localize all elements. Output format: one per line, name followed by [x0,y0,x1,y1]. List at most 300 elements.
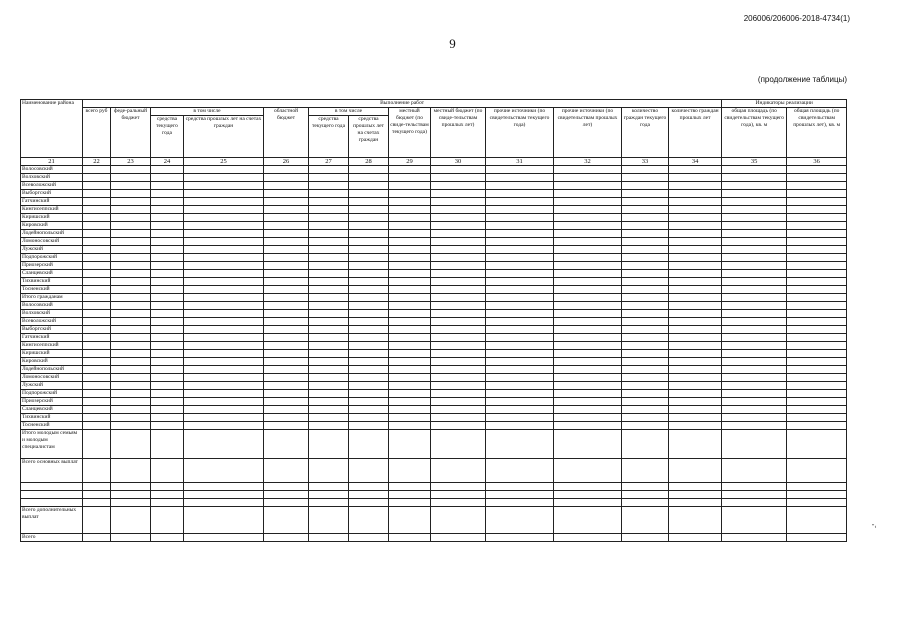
table-cell [184,262,264,270]
district-name: Подпорожский [21,390,83,398]
district-name: Выборгский [21,190,83,198]
table-cell [389,278,431,286]
table-cell [83,246,111,254]
table-cell [554,483,622,491]
table-cell [787,507,847,534]
table-cell [349,190,389,198]
table-row [21,422,847,430]
table-cell [389,190,431,198]
table-cell [554,262,622,270]
district-name: Тосненский [21,286,83,294]
table-cell [431,534,486,542]
table-cell [431,206,486,214]
table-cell [151,310,184,318]
table-cell [389,350,431,358]
table-cell [389,310,431,318]
table-cell [622,414,669,422]
table-cell [622,262,669,270]
table-cell [431,238,486,246]
table-cell [431,182,486,190]
table-cell [151,366,184,374]
margin-mark: "‹ [872,524,877,530]
table-cell [309,366,349,374]
table-cell [669,414,722,422]
table-cell [111,198,151,206]
table-cell [389,174,431,182]
district-name: Кингисеппский [21,342,83,350]
table-cell [554,491,622,499]
table-cell [669,430,722,459]
table-cell [486,318,554,326]
table-cell [151,406,184,414]
table-cell [722,214,787,222]
table-cell [264,198,309,206]
table-cell [431,230,486,238]
table-cell [389,398,431,406]
district-name: Гатчинский [21,334,83,342]
table-cell [151,214,184,222]
table-cell [486,278,554,286]
table-cell [349,294,389,302]
table-cell [309,534,349,542]
column-number: 32 [554,158,622,166]
table-cell [389,342,431,350]
table-cell [486,182,554,190]
table-cell [349,334,389,342]
table-cell [184,270,264,278]
district-name: Волосовский [21,166,83,174]
table-cell [622,534,669,542]
table-cell [787,206,847,214]
table-cell [787,334,847,342]
table-cell [83,422,111,430]
table-cell [309,294,349,302]
table-cell [669,350,722,358]
header-funds-past: средства прошлых лет на счетах граждан [184,116,264,158]
table-cell [349,430,389,459]
table-cell [431,246,486,254]
table-cell [83,366,111,374]
column-number: 24 [151,158,184,166]
table-row [21,414,847,422]
table-cell [309,382,349,390]
table-cell [787,422,847,430]
table-cell [787,491,847,499]
table-cell [111,246,151,254]
table-row [21,278,847,286]
table-cell [184,230,264,238]
table-cell [554,358,622,366]
table-cell [787,318,847,326]
table-cell [554,214,622,222]
table-cell [111,262,151,270]
table-cell [111,499,151,507]
table-cell [622,507,669,534]
table-cell [722,483,787,491]
table-cell [349,398,389,406]
column-number: 25 [184,158,264,166]
table-cell [722,430,787,459]
table-cell [431,294,486,302]
table-cell [669,507,722,534]
table-cell [722,230,787,238]
table-cell [486,222,554,230]
table-cell [622,222,669,230]
table-cell [787,278,847,286]
table-cell [111,334,151,342]
table-cell [111,310,151,318]
table-cell [486,214,554,222]
table-cell [486,483,554,491]
table-cell [787,254,847,262]
table-cell [309,286,349,294]
district-name: Итого гражданам [21,294,83,302]
table-cell [722,390,787,398]
table-cell [184,430,264,459]
table-cell [622,326,669,334]
table-cell [389,254,431,262]
table-cell [184,278,264,286]
table-cell [486,246,554,254]
table-cell [264,270,309,278]
table-cell [486,294,554,302]
table-cell [431,198,486,206]
table-cell [669,318,722,326]
table-cell [554,374,622,382]
table-cell [111,483,151,491]
table-cell [554,166,622,174]
table-cell [83,334,111,342]
table-cell [184,222,264,230]
table-cell [554,430,622,459]
table-cell [486,206,554,214]
table-cell [83,414,111,422]
district-name: Тихвинский [21,278,83,286]
table-cell [622,230,669,238]
table-cell [151,166,184,174]
column-number: 36 [787,158,847,166]
district-name: Кингисеппский [21,206,83,214]
table-cell [431,254,486,262]
table-cell [722,270,787,278]
table-cell [83,302,111,310]
table-cell [389,459,431,483]
table-cell [111,382,151,390]
table-row [21,190,847,198]
table-cell [151,390,184,398]
table-cell [389,270,431,278]
table-cell [486,430,554,459]
table-cell [184,374,264,382]
table-row [21,174,847,182]
table-cell [669,459,722,483]
table-cell [264,534,309,542]
table-cell [349,374,389,382]
district-name [21,491,83,499]
table-cell [83,374,111,382]
header-funds-past-2: средства прошлых лет на счетах граждан [349,116,389,158]
table-cell [151,382,184,390]
table-row [21,286,847,294]
table-cell [264,334,309,342]
table-cell [264,318,309,326]
table-cell [309,422,349,430]
header-area-past: общая площадь (по свидетельствам прошлых лет), кв. м [787,108,847,158]
table-cell [787,459,847,483]
table-cell [669,398,722,406]
table-cell [349,254,389,262]
table-cell [309,214,349,222]
table-cell [787,262,847,270]
table-cell [184,302,264,310]
table-row [21,182,847,190]
table-cell [83,507,111,534]
table-row [21,198,847,206]
table-cell [151,278,184,286]
table-cell [669,190,722,198]
table-row [21,238,847,246]
table-cell [349,459,389,483]
table-cell [669,491,722,499]
district-name [21,483,83,491]
table-row [21,230,847,238]
district-name: Волховский [21,174,83,182]
table-cell [151,286,184,294]
district-name: Гатчинский [21,198,83,206]
table-cell [622,182,669,190]
table-cell [787,198,847,206]
table-cell [389,358,431,366]
table-cell [486,198,554,206]
table-cell [389,246,431,254]
table-cell [389,422,431,430]
table-cell [622,254,669,262]
table-cell [431,390,486,398]
table-cell [83,382,111,390]
table-row [21,499,847,507]
table-cell [389,390,431,398]
table-cell [184,507,264,534]
table-cell [722,358,787,366]
table-row [21,350,847,358]
header-execution: Выполнение работ [83,100,722,108]
table-cell [309,414,349,422]
table-cell [309,398,349,406]
table-cell [722,310,787,318]
table-cell [83,214,111,222]
table-cell [486,334,554,342]
table-cell [554,198,622,206]
table-cell [486,499,554,507]
table-cell [622,430,669,459]
table-cell [309,254,349,262]
table-cell [151,318,184,326]
table-cell [669,334,722,342]
table-cell [309,390,349,398]
table-cell [83,534,111,542]
table-row [21,382,847,390]
table-cell [309,174,349,182]
table-cell [787,342,847,350]
table-cell [264,190,309,198]
table-cell [83,166,111,174]
table-cell [111,459,151,483]
table-cell [264,414,309,422]
table-cell [622,238,669,246]
column-number: 29 [389,158,431,166]
table-row [21,222,847,230]
table-cell [184,350,264,358]
header-federal: феде-ральный бюджет [111,108,151,158]
table-cell [264,246,309,254]
district-name: Приозерский [21,262,83,270]
table-cell [486,390,554,398]
table-cell [787,230,847,238]
table-cell [722,222,787,230]
table-cell [111,174,151,182]
table-cell [264,302,309,310]
table-cell [111,358,151,366]
table-cell [669,270,722,278]
table-cell [622,214,669,222]
table-cell [184,206,264,214]
table-cell [111,374,151,382]
district-name: Лужский [21,246,83,254]
table-cell [389,238,431,246]
table-cell [264,358,309,366]
district-name: Всеволожский [21,318,83,326]
table-cell [554,182,622,190]
table-cell [722,334,787,342]
table-cell [151,414,184,422]
table-cell [389,326,431,334]
table-cell [309,326,349,334]
table-cell [151,222,184,230]
table-cell [309,430,349,459]
header-count-current: количество граждан текущего года [622,108,669,158]
table-cell [111,326,151,334]
table-cell [184,198,264,206]
table-cell [389,294,431,302]
table-cell [349,414,389,422]
table-cell [349,366,389,374]
table-cell [184,390,264,398]
table-cell [111,166,151,174]
table-cell [349,286,389,294]
table-cell [309,246,349,254]
table-cell [111,206,151,214]
district-name: Сланцевский [21,270,83,278]
column-number-row [21,158,847,166]
district-name [21,499,83,507]
table-cell [349,230,389,238]
table-row [21,483,847,491]
table-cell [722,238,787,246]
table-cell [622,190,669,198]
table-cell [309,491,349,499]
table-cell [622,459,669,483]
table-cell [787,430,847,459]
header-local-current: местный бюджет (по свиде-тельствам текущего года) [389,108,431,158]
table-cell [486,238,554,246]
table-cell [389,491,431,499]
table-cell [111,270,151,278]
table-cell [83,342,111,350]
table-cell [787,174,847,182]
district-name: Ломоносовский [21,374,83,382]
table-cell [722,174,787,182]
table-cell [389,507,431,534]
district-name: Лодейнопольский [21,230,83,238]
table-cell [787,166,847,174]
table-cell [486,398,554,406]
table-cell [669,406,722,414]
table-cell [486,310,554,318]
table-cell [264,166,309,174]
table-row [21,318,847,326]
table-cell [669,278,722,286]
payments-table [20,99,847,542]
table-cell [722,342,787,350]
table-cell [264,222,309,230]
table-cell [722,302,787,310]
table-cell [622,483,669,491]
table-cell [669,302,722,310]
table-cell [83,390,111,398]
table-cell [431,190,486,198]
table-cell [83,262,111,270]
table-cell [486,262,554,270]
table-cell [722,507,787,534]
table-cell [151,358,184,366]
table-cell [486,507,554,534]
table-cell [722,286,787,294]
table-cell [486,422,554,430]
table-cell [787,294,847,302]
table-cell [349,491,389,499]
district-name: Всеволожский [21,182,83,190]
table-cell [622,342,669,350]
table-cell [184,238,264,246]
table-cell [554,398,622,406]
table-cell [431,366,486,374]
table-cell [486,406,554,414]
table-cell [83,398,111,406]
district-name: Киришский [21,350,83,358]
table-cell [184,326,264,334]
table-cell [622,174,669,182]
table-cell [486,459,554,483]
table-cell [264,406,309,414]
table-cell [787,390,847,398]
table-cell [151,270,184,278]
column-number: 26 [264,158,309,166]
table-cell [111,398,151,406]
district-name: Выборгский [21,326,83,334]
table-cell [111,238,151,246]
table-cell [184,214,264,222]
table-cell [111,294,151,302]
table-cell [111,491,151,499]
table-cell [669,382,722,390]
table-cell [309,374,349,382]
table-row [21,398,847,406]
table-row [21,214,847,222]
table-cell [184,483,264,491]
table-cell [722,499,787,507]
table-cell [151,374,184,382]
table-cell [431,286,486,294]
